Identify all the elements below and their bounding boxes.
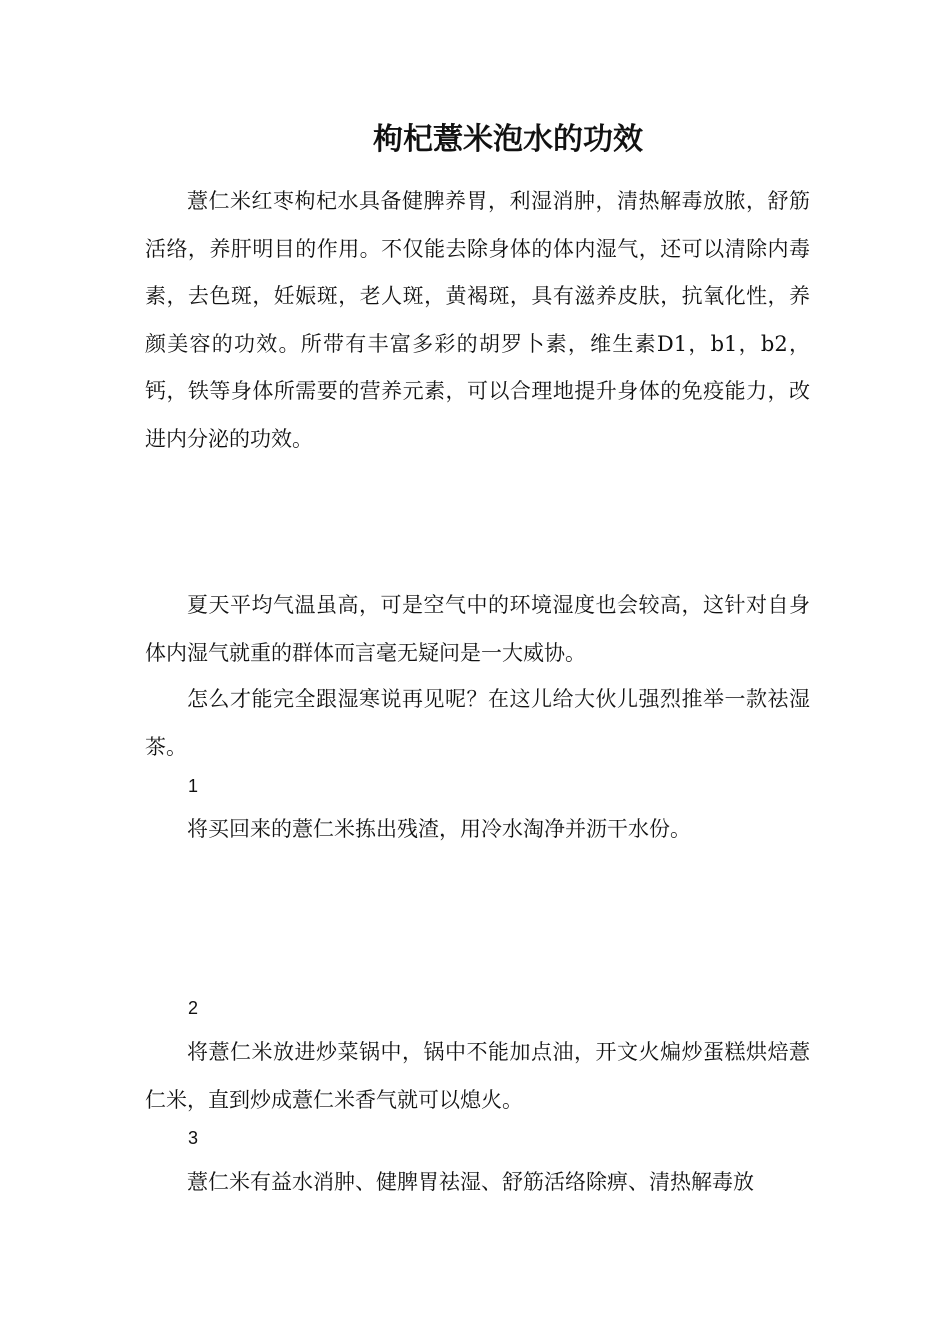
paragraph-step-1: 将买回来的薏仁米拣出残渣，用冷水淘净并沥干水份。 (187, 817, 691, 841)
step-number-1: 1 (188, 776, 199, 796)
step-number-2: 2 (188, 998, 199, 1018)
paragraph-step-3: 薏仁米有益水消肿、健脾胃祛湿、舒筋活络除痹、清热解毒放 (187, 1170, 754, 1194)
step-number-3: 3 (188, 1128, 199, 1148)
paragraph-intro: 薏仁米红枣枸杞水具备健脾养胃，利湿消肿，清热解毒放脓，舒筋活络，养肝明目的作用。不仅能去除身体的体内湿气，还可以清除内毒素，去色斑，妊娠斑，老人斑，黄褐斑，具有滋养皮肤，抗氧化性，养颜美容的功效。所带有丰富多彩的胡罗卜素，维生素D1，b1，b2，钙，铁等身体所需要的营养元素，可以合理地提升身体的免疫能力，改进内分泌的功效。 (145, 189, 810, 451)
page-title: 枸杞薏米泡水的功效 (373, 122, 643, 157)
paragraph-step-2: 将薏仁米放进炒菜锅中，锅中不能加点油，开文火煸炒蛋糕烘焙薏仁米，直到炒成薏仁米香气就可以熄火。 (145, 1040, 810, 1112)
paragraph-question: 怎么才能完全跟湿寒说再见呢？在这儿给大伙儿强烈推举一款祛湿茶。 (145, 687, 810, 759)
paragraph-summer: 夏天平均气温虽高，可是空气中的环境湿度也会较高，这针对自身体内湿气就重的群体而言毫无疑问是一大威协。 (145, 593, 810, 665)
